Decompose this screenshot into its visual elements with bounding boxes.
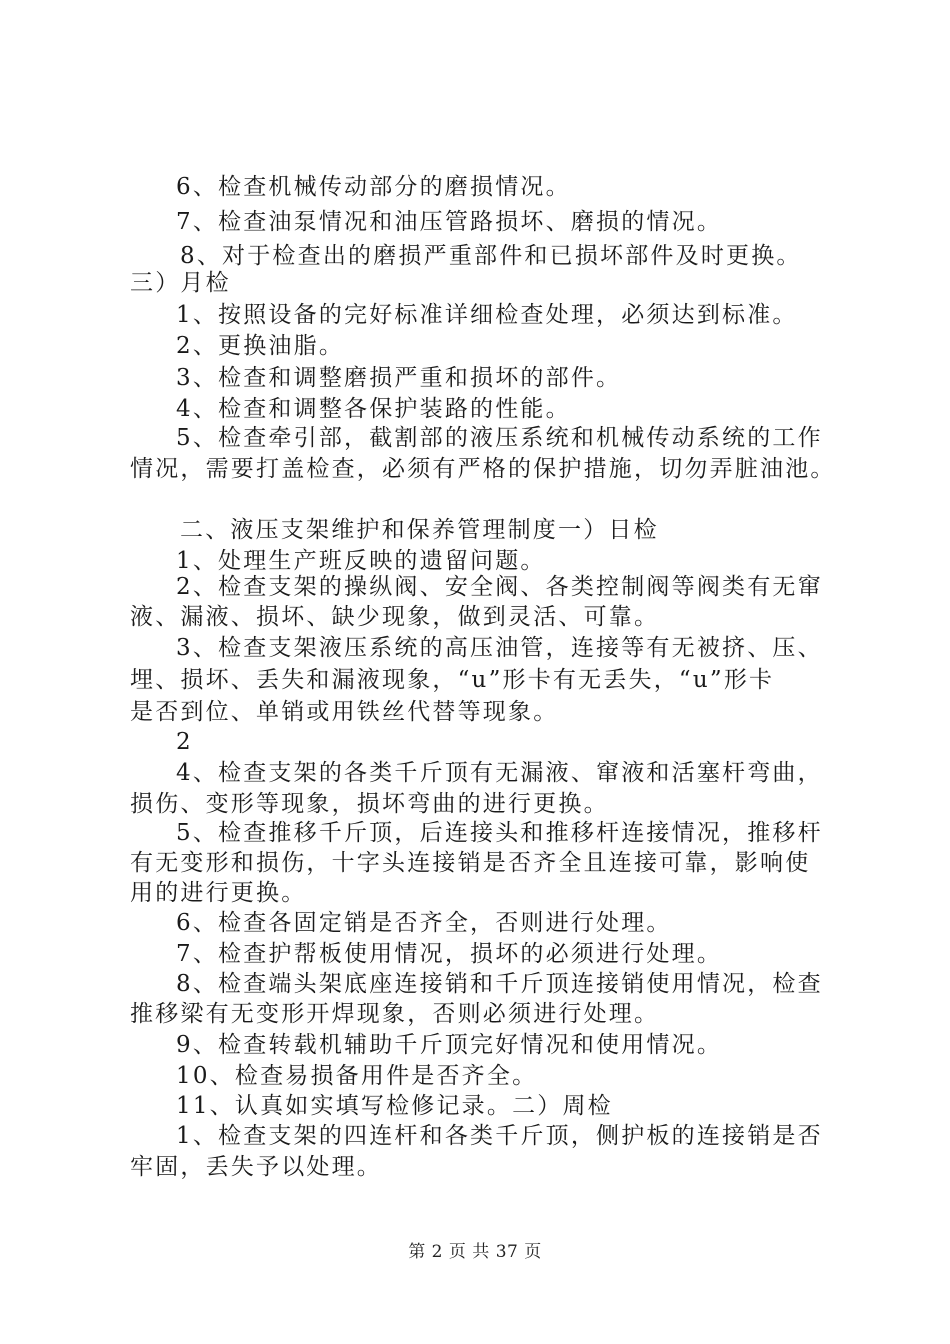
section-heading: 二、液压支架维护和保养管理制度一）日检 xyxy=(180,517,659,543)
text-line: 8、对于检查出的磨损严重部件和已损坏部件及时更换。 xyxy=(180,243,802,269)
text-line: 埋、损坏、丢失和漏液现象，“u”形卡有无丢失，“u”形卡 xyxy=(130,667,775,693)
text-line: 情况，需要打盖检查，必须有严格的保护措施，切勿弄脏油池。 xyxy=(130,456,836,482)
section-heading: 三）月检 xyxy=(130,270,231,296)
text-line: 8、检查端头架底座连接销和千斤顶连接销使用情况，检查 xyxy=(176,971,823,997)
text-line: 3、检查和调整磨损严重和损坏的部件。 xyxy=(176,365,622,391)
text-line: 2、更换油脂。 xyxy=(176,333,345,359)
text-line: 11、认真如实填写检修记录。二）周检 xyxy=(176,1093,613,1119)
text-line: 液、漏液、损坏、缺少现象，做到灵活、可靠。 xyxy=(130,604,660,630)
page-footer: 第 2 页 共 37 页 xyxy=(408,1242,542,1262)
text-line: 6、检查各固定销是否齐全，否则进行处理。 xyxy=(176,910,672,936)
text-line: 10、检查易损备用件是否齐全。 xyxy=(176,1063,538,1089)
text-line: 2、检查支架的操纵阀、安全阀、各类控制阀等阀类有无窜 xyxy=(176,574,823,600)
text-line: 1、检查支架的四连杆和各类千斤顶，侧护板的连接销是否 xyxy=(176,1123,823,1149)
text-line: 5、检查牵引部，截割部的液压系统和机械传动系统的工作 xyxy=(176,425,823,451)
text-line: 4、检查和调整各保护装路的性能。 xyxy=(176,396,571,422)
text-line: 损伤、变形等现象，损坏弯曲的进行更换。 xyxy=(130,791,609,817)
text-line: 1、按照设备的完好标准详细检查处理，必须达到标准。 xyxy=(176,302,798,328)
text-line: 9、检查转载机辅助千斤顶完好情况和使用情况。 xyxy=(176,1032,723,1058)
page-number-inline: 2 xyxy=(176,729,193,755)
text-line: 牢固，丢失予以处理。 xyxy=(130,1154,382,1180)
text-line: 4、检查支架的各类千斤顶有无漏液、窜液和活塞杆弯曲， xyxy=(176,760,823,786)
text-line: 3、检查支架液压系统的高压油管，连接等有无被挤、压、 xyxy=(176,635,823,661)
text-line: 有无变形和损伤，十字头连接销是否齐全且连接可靠，影响使 xyxy=(130,850,811,876)
text-line: 推移梁有无变形开焊现象，否则必须进行处理。 xyxy=(130,1001,660,1027)
text-line: 1、处理生产班反映的遗留问题。 xyxy=(176,548,546,574)
text-line: 6、检查机械传动部分的磨损情况。 xyxy=(176,174,571,200)
text-line: 7、检查油泵情况和油压管路损坏、磨损的情况。 xyxy=(176,209,723,235)
text-line: 5、检查推移千斤顶，后连接头和推移杆连接情况，推移杆 xyxy=(176,820,823,846)
text-line: 用的进行更换。 xyxy=(130,880,307,906)
text-line: 是否到位、单销或用铁丝代替等现象。 xyxy=(130,699,559,725)
text-line: 7、检查护帮板使用情况，损坏的必须进行处理。 xyxy=(176,941,723,967)
